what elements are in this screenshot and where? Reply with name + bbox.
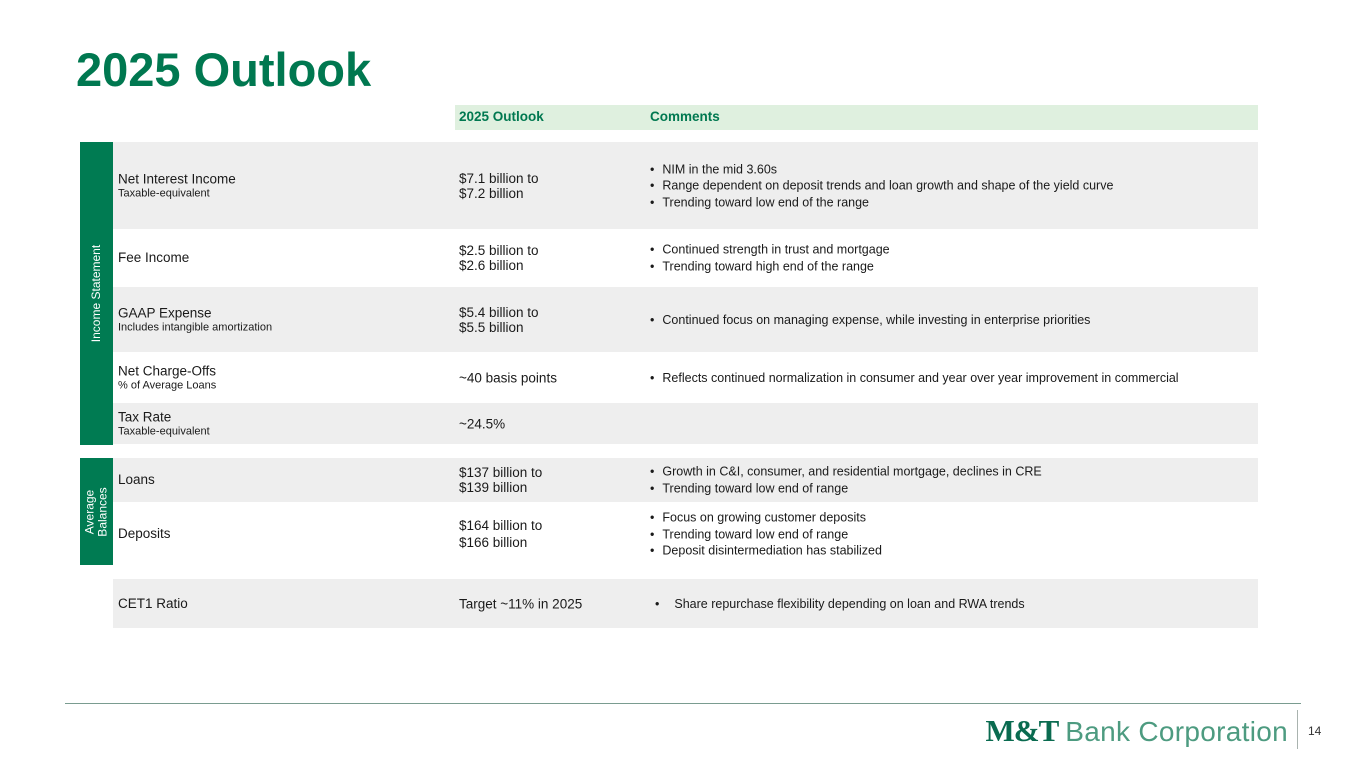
comment-bullet: • Continued focus on managing expense, while investing in enterprise priorities bbox=[650, 311, 1250, 328]
mt-bank-logo bbox=[986, 713, 1288, 749]
table-row-tax-rate bbox=[113, 403, 1258, 444]
section-label-text: Average bbox=[82, 489, 97, 534]
page-number-divider bbox=[1297, 710, 1298, 749]
column-header-outlook: 2025 Outlook bbox=[459, 109, 544, 124]
comment-bullet: • Share repurchase flexibility depending on loan and RWA trends bbox=[650, 595, 1250, 612]
table-row-cet1-ratio bbox=[113, 579, 1258, 628]
row-sublabel: % of Average Loans bbox=[118, 379, 217, 392]
comment-bullet: • Continued strength in trust and mortgage bbox=[650, 242, 1250, 259]
section-label-text: Income Statement bbox=[89, 244, 104, 343]
table-row-net-charge-offs bbox=[113, 356, 1258, 400]
comment-bullet: • NIM in the mid 3.60s bbox=[650, 161, 1250, 178]
row-label: Net Interest Income bbox=[118, 171, 236, 186]
row-comments bbox=[650, 311, 1250, 328]
comment-bullet: • Focus on growing customer deposits bbox=[650, 509, 1250, 526]
section-label-income-statement bbox=[80, 142, 113, 445]
row-comments bbox=[650, 242, 1250, 275]
logo-bank-corporation-text: Bank Corporation bbox=[1065, 716, 1288, 747]
comment-bullet: • Growth in C&I, consumer, and residential mortgage, declines in CRE bbox=[650, 464, 1250, 481]
row-outlook-value: ~24.5% bbox=[459, 416, 506, 431]
table-row-gaap-expense bbox=[113, 287, 1258, 352]
comment-bullet: • Trending toward low end of range bbox=[650, 480, 1250, 497]
row-outlook-value: ~40 basis points bbox=[459, 370, 557, 386]
table-row-deposits bbox=[113, 503, 1258, 565]
row-comments bbox=[650, 464, 1250, 497]
row-outlook-value: $5.4 billion to $5.5 billion bbox=[459, 304, 539, 335]
row-label: Deposits bbox=[118, 526, 171, 541]
row-outlook-value: $7.1 billion to $7.2 billion bbox=[459, 170, 539, 201]
row-label: Loans bbox=[118, 472, 155, 487]
footer-divider-line bbox=[65, 703, 1301, 704]
row-label: Net Charge-Offs bbox=[118, 363, 217, 379]
row-comments bbox=[650, 509, 1250, 559]
row-comments bbox=[650, 595, 1250, 612]
row-label: Tax Rate bbox=[118, 409, 172, 424]
table-row-fee-income bbox=[113, 233, 1258, 283]
row-label: GAAP Expense bbox=[118, 305, 212, 320]
row-outlook-value: $137 billion to $139 billion bbox=[459, 465, 543, 495]
comment-bullet: • Range dependent on deposit trends and loan growth and shape of the yield curve bbox=[650, 177, 1250, 194]
page-title: 2025 Outlook bbox=[76, 43, 372, 96]
row-sublabel: Includes intangible amortization bbox=[118, 321, 273, 333]
column-header-comments: Comments bbox=[650, 109, 720, 124]
row-label: CET1 Ratio bbox=[118, 595, 188, 611]
row-sublabel: Taxable-equivalent bbox=[118, 187, 210, 199]
comment-bullet: • Trending toward low end of the range bbox=[650, 194, 1250, 211]
comment-bullet: • Trending toward high end of the range bbox=[650, 258, 1250, 275]
section-label-text: Balances bbox=[95, 486, 110, 537]
page-number: 14 bbox=[1308, 724, 1322, 738]
table-row-net-interest-income bbox=[113, 142, 1258, 229]
logo-mt-mark: M&T bbox=[985, 713, 1059, 748]
row-comments bbox=[650, 370, 1250, 387]
row-outlook-value: Target ~11% in 2025 bbox=[459, 596, 583, 611]
comment-bullet: • Reflects continued normalization in consumer and year over year improvement in commercial bbox=[650, 370, 1250, 387]
comment-bullet: • Trending toward low end of range bbox=[650, 526, 1250, 543]
row-sublabel: Taxable-equivalent bbox=[118, 425, 210, 437]
section-label-average-balances bbox=[80, 458, 113, 565]
row-comments bbox=[650, 161, 1250, 211]
comment-bullet: • Deposit disintermediation has stabilized bbox=[650, 542, 1250, 559]
table-row-loans bbox=[113, 458, 1258, 502]
row-label: Fee Income bbox=[118, 250, 190, 265]
row-outlook-value: $2.5 billion to $2.6 billion bbox=[459, 243, 539, 273]
table-header bbox=[455, 105, 1258, 130]
row-outlook-value: $164 billion to $166 billion bbox=[459, 518, 543, 550]
